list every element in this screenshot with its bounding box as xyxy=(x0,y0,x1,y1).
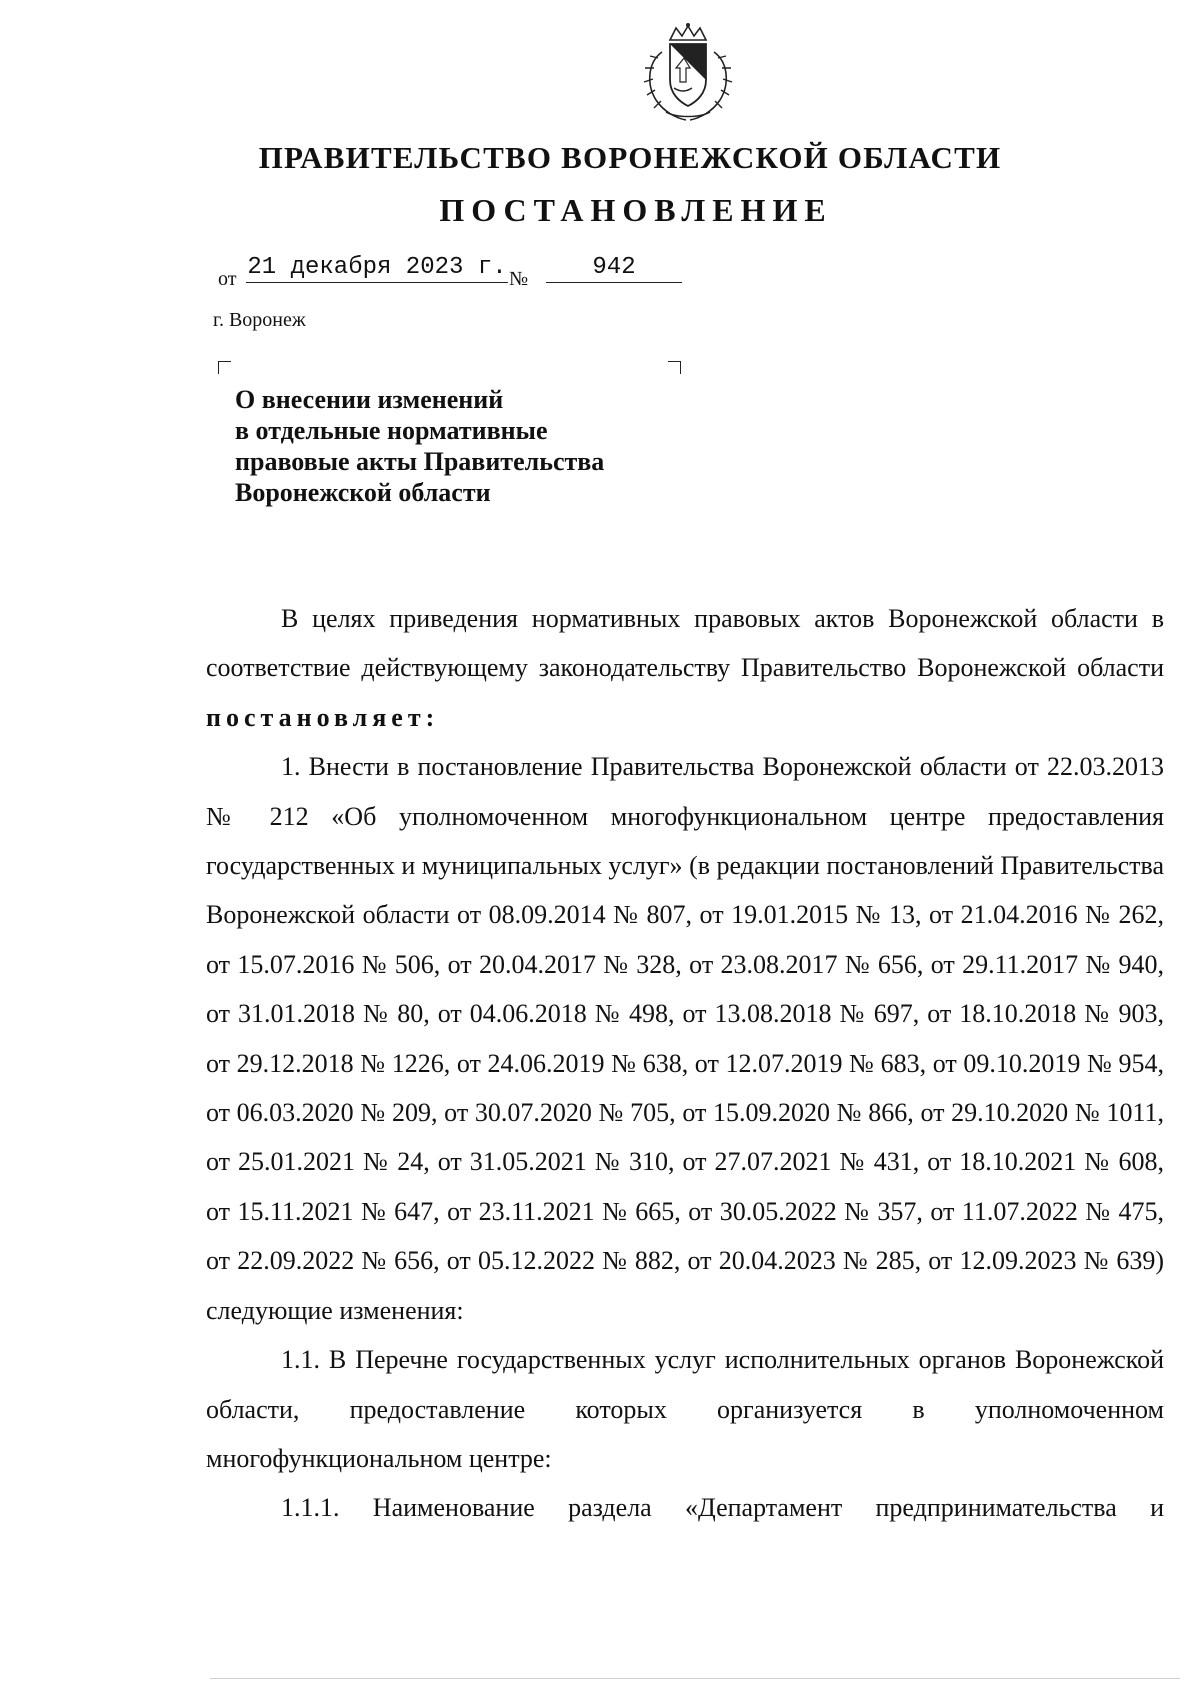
resolves-word: постановляет: xyxy=(206,702,440,732)
preamble-paragraph xyxy=(206,594,1164,742)
document-type: ПОСТАНОВЛЕНИЕ xyxy=(439,192,833,228)
page-bottom-edge xyxy=(210,1678,1180,1679)
subject-corner-right xyxy=(668,361,681,374)
subject-line: О внесении изменений xyxy=(235,385,504,414)
organization-title: ПРАВИТЕЛЬСТВО ВОРОНЕЖСКОЙ ОБЛАСТИ xyxy=(258,140,1002,175)
document-date: 21 декабря 2023 г. xyxy=(247,254,507,281)
document-body xyxy=(206,594,1164,1533)
subject-line: правовые акты Правительства xyxy=(235,447,605,476)
preamble-text: В целях приведения нормативных правовых актов Воронежской области в соответствие действующему законодательству Правительство Воронежской области xyxy=(206,604,1164,683)
city: г. Воронеж xyxy=(213,309,306,331)
coat-of-arms-icon xyxy=(640,22,736,124)
subject-corner-left xyxy=(218,361,231,374)
subject-line: в отдельные нормативные xyxy=(235,416,548,445)
body-paragraph-1-1: 1.1. В Перечне государственных услуг исполнительных органов Воронежской области, предоставление которых организуется в уполномоченном многофункциональном центре: xyxy=(206,1345,1164,1473)
from-label: от xyxy=(218,268,237,290)
body-paragraph-1-1-1: 1.1.1. Наименование раздела «Департамент предпринимательства и xyxy=(281,1493,1164,1523)
body-paragraph-1: 1. Внести в постановление Правительства Воронежской области от 22.03.2013 № 212 «Об уполномоченном многофункциональном центре предоставления государственных и муниципальных услуг» (в редакции постановлений Правительства Воронежской области от 08.09.2014 № 807, от 19.01.2015 № 13, от 21.04.2016 № 262, от 15.07.2016 № 506, от 20.04.2017 № 328, от 23.08.2017 № 656, от 29.11.2017 № 940, от 31.01.2018 № 80, от 04.06.2018 № 498, от 13.08.2018 № 697, от 18.10.2018 № 903, от 29.12.2018 № 1226, от 24.06.2019 № 638, от 12.07.2019 № 683, от 09.10.2019 № 954, от 06.03.2020 № 209, от 30.07.2020 № 705, от 15.09.2020 № 866, от 29.10.2020 № 1011, от 25.01.2021 № 24, от 31.05.2021 № 310, от 27.07.2021 № 431, от 18.10.2021 № 608, от 15.11.2021 № 647, от 23.11.2021 № 665, от 30.05.2022 № 357, от 11.07.2022 № 475, от 22.09.2022 № 656, от 05.12.2022 № 882, от 20.04.2023 № 285, от 12.09.2023 № 639) следующие изменения: xyxy=(206,752,1164,1325)
document-number: 942 xyxy=(546,254,682,283)
requisites-line xyxy=(218,254,688,292)
number-label: № xyxy=(509,268,529,290)
document-subject xyxy=(235,384,695,508)
subject-line: Воронежской области xyxy=(235,478,491,507)
